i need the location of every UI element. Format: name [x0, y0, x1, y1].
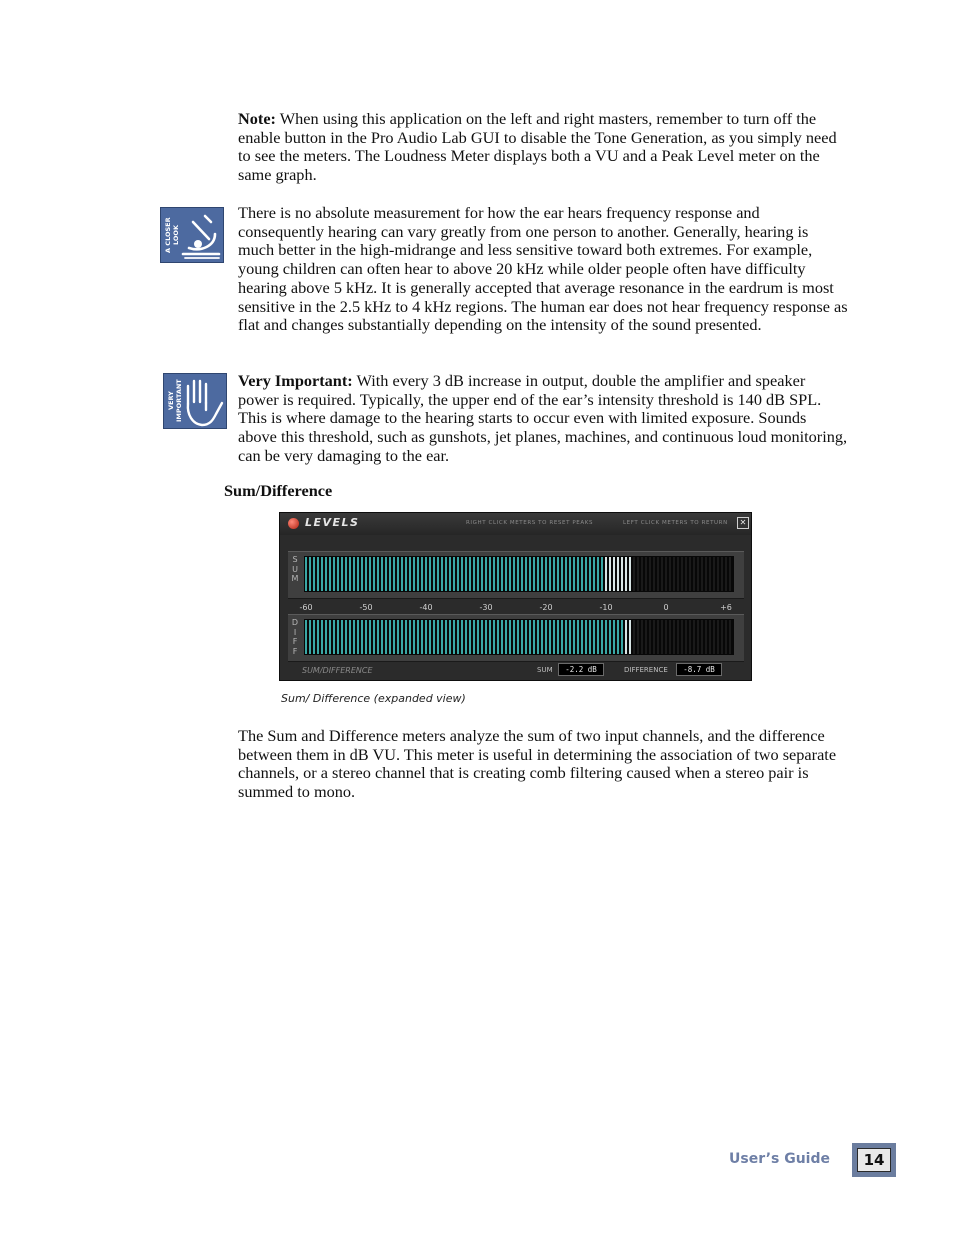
diff-meter-segment: [313, 620, 315, 654]
sum-meter-segment: [633, 557, 635, 591]
diff-meter-segment: [673, 620, 675, 654]
sum-meter-segment: [485, 557, 487, 591]
sum-meter-segment: [537, 557, 539, 591]
diff-meter-segment: [421, 620, 423, 654]
diff-meter-segment: [433, 620, 435, 654]
sum-meter-segment: [637, 557, 639, 591]
sum-meter-segment: [313, 557, 315, 591]
sum-meter-segment: [325, 557, 327, 591]
diff-meter-segment: [629, 620, 631, 654]
diff-meter-segment: [457, 620, 459, 654]
diff-meter-segment: [537, 620, 539, 654]
sum-meter-segment: [601, 557, 603, 591]
sum-meter-segment: [337, 557, 339, 591]
diff-meter-segment: [729, 620, 731, 654]
scale-tick-label: -10: [599, 603, 613, 612]
diff-meter-segment: [377, 620, 379, 654]
diff-meter-segment: [317, 620, 319, 654]
diff-meter-segment: [409, 620, 411, 654]
diff-meter-segment: [657, 620, 659, 654]
diff-meter-segment: [725, 620, 727, 654]
sum-meter-segment: [717, 557, 719, 591]
sum-readout-value: -2.2 dB: [558, 663, 604, 676]
diff-meter-frame: [288, 614, 744, 662]
very-important-lead: Very Important:: [238, 371, 353, 390]
diff-meter-segment: [369, 620, 371, 654]
sum-meter-segment: [689, 557, 691, 591]
page-number-box: [852, 1143, 896, 1177]
diff-meter-segment: [713, 620, 715, 654]
levels-footer: [280, 660, 751, 680]
sum-meter-segment: [681, 557, 683, 591]
difference-readout-value: -8.7 dB: [676, 663, 722, 676]
sum-meter-segment: [501, 557, 503, 591]
note-lead: Note:: [238, 109, 276, 128]
section-heading: Sum/Difference: [224, 481, 333, 500]
sum-meter-segment: [373, 557, 375, 591]
diff-meter-segment: [445, 620, 447, 654]
figure-caption: Sum/ Difference (expanded view): [281, 692, 466, 705]
diff-meter-segment: [649, 620, 651, 654]
diff-meter-segment: [309, 620, 311, 654]
diff-meter-segment: [581, 620, 583, 654]
sum-meter-segment: [693, 557, 695, 591]
diff-meter-segment: [349, 620, 351, 654]
sum-meter-segment: [649, 557, 651, 591]
sum-meter-segment: [613, 557, 615, 591]
sum-readout-label: SUM: [537, 666, 553, 674]
sum-meter-segment: [569, 557, 571, 591]
very-important-badge: [163, 373, 227, 429]
close-icon[interactable]: ✕: [737, 517, 749, 529]
sum-diff-paragraph: The Sum and Difference meters analyze the sum of two input channels, and the difference between them in dB VU. This meter is useful in determining the association of two separate channels, or a stereo channel that is creating comb filtering caused when a stereo pair is summed to mono.: [238, 726, 837, 802]
diff-meter-segment: [609, 620, 611, 654]
closer-look-badge-label: A CLOSER LOOK: [164, 217, 180, 253]
sum-meter-segment: [561, 557, 563, 591]
sum-meter-segment: [529, 557, 531, 591]
sum-meter-segment: [489, 557, 491, 591]
diff-meter-segment: [529, 620, 531, 654]
scale-tick-label: -40: [419, 603, 433, 612]
levels-logo-icon: [288, 518, 299, 529]
sum-meter-segment: [669, 557, 671, 591]
diff-meter-segment: [637, 620, 639, 654]
sum-meter-segment: [445, 557, 447, 591]
note-paragraph: [238, 110, 848, 185]
diff-meter-segment: [677, 620, 679, 654]
sum-meter-segment: [665, 557, 667, 591]
sum-meter-segment: [657, 557, 659, 591]
scale-tick-label: -60: [299, 603, 313, 612]
diff-meter-segment: [389, 620, 391, 654]
diff-meter-segment: [689, 620, 691, 654]
diff-meter-segment: [597, 620, 599, 654]
diff-meter-segment: [397, 620, 399, 654]
diff-meter-segment: [557, 620, 559, 654]
diff-meter-segment: [501, 620, 503, 654]
sum-meter-segment: [345, 557, 347, 591]
diff-meter-segment: [697, 620, 699, 654]
diff-meter-segment: [625, 620, 627, 654]
sum-meter-segment: [625, 557, 627, 591]
sum-meter-segment: [549, 557, 551, 591]
diff-meter-segment: [345, 620, 347, 654]
sum-meter-segment: [393, 557, 395, 591]
microscope-icon: [161, 208, 223, 262]
sum-meter-segment: [701, 557, 703, 591]
sum-meter-segment: [401, 557, 403, 591]
scale-tick-label: 0: [663, 603, 669, 612]
levels-title: LEVELS: [305, 516, 360, 529]
diff-meter-segment: [621, 620, 623, 654]
diff-meter-segment: [665, 620, 667, 654]
diff-meter-segment: [385, 620, 387, 654]
diff-meter-segment: [469, 620, 471, 654]
diff-meter-segment: [485, 620, 487, 654]
sum-meter-segment: [381, 557, 383, 591]
sum-meter-segment: [673, 557, 675, 591]
sum-meter-segment: [705, 557, 707, 591]
diff-meter-segment: [593, 620, 595, 654]
note-text: When using this application on the left and right masters, remember to turn off the enable button in the Pro Audio Lab GUI to disable the Tone Generation, as you simply need to see the meters. The Loudness Meter displays both a VU and a Peak Level meter on the same graph.: [238, 109, 837, 185]
diff-meter-segment: [357, 620, 359, 654]
diff-meter-segment: [365, 620, 367, 654]
very-important-paragraph: [238, 372, 848, 466]
sum-meter-segment: [661, 557, 663, 591]
diff-meter-segment: [461, 620, 463, 654]
sum-meter-segment: [369, 557, 371, 591]
sum-meter-segment: [713, 557, 715, 591]
diff-meter-segment: [585, 620, 587, 654]
sum-meter-segment: [309, 557, 311, 591]
sum-meter-segment: [357, 557, 359, 591]
diff-meter-segment: [361, 620, 363, 654]
diff-meter-segment: [353, 620, 355, 654]
diff-meter-segment: [465, 620, 467, 654]
sum-meter-segment: [505, 557, 507, 591]
diff-meter-segment: [341, 620, 343, 654]
sum-meter-frame: [288, 551, 744, 599]
diff-meter-segment: [573, 620, 575, 654]
sum-meter-segment: [525, 557, 527, 591]
diff-meter-segment: [401, 620, 403, 654]
sum-meter-segment: [409, 557, 411, 591]
diff-meter-segment: [669, 620, 671, 654]
sum-meter-segment: [405, 557, 407, 591]
sum-meter-segment: [585, 557, 587, 591]
sum-meter-segment: [589, 557, 591, 591]
diff-meter-segment: [493, 620, 495, 654]
diff-meter-segment: [633, 620, 635, 654]
closer-look-badge: [160, 207, 224, 263]
sum-meter-segment: [597, 557, 599, 591]
sum-meter-segment: [433, 557, 435, 591]
diff-meter-segment: [717, 620, 719, 654]
scale-tick-label: -20: [539, 603, 553, 612]
sum-meter-segment: [305, 557, 307, 591]
very-important-badge-label: VERY IMPORTANT: [167, 379, 183, 423]
diff-meter-segment: [473, 620, 475, 654]
sum-meter-segment: [377, 557, 379, 591]
hand-icon: [164, 374, 226, 428]
diff-meter-segment: [553, 620, 555, 654]
sum-meter-segment: [449, 557, 451, 591]
diff-meter-segment: [497, 620, 499, 654]
diff-meter-segment: [329, 620, 331, 654]
diff-meter-segment: [617, 620, 619, 654]
sum-meter-segment: [725, 557, 727, 591]
difference-readout-label: DIFFERENCE: [624, 666, 668, 674]
diff-meter-segment: [681, 620, 683, 654]
diff-meter-segment: [453, 620, 455, 654]
return-hint: LEFT CLICK METERS TO RETURN: [623, 520, 728, 526]
diff-meter-segment: [701, 620, 703, 654]
sum-meter-segment: [685, 557, 687, 591]
levels-titlebar: [280, 513, 751, 535]
diff-meter-segment: [321, 620, 323, 654]
diff-meter-segment: [513, 620, 515, 654]
sum-meter-segment: [425, 557, 427, 591]
diff-meter-segment: [613, 620, 615, 654]
sum-meter-label: S U M: [291, 555, 299, 583]
scale-tick-label: -50: [359, 603, 373, 612]
sum-meter-segment: [365, 557, 367, 591]
diff-meter-segment: [509, 620, 511, 654]
sum-meter-segment: [513, 557, 515, 591]
diff-meter-segment: [417, 620, 419, 654]
sum-meter-segment: [545, 557, 547, 591]
sum-meter-segment: [317, 557, 319, 591]
sum-meter-segment: [329, 557, 331, 591]
sum-meter-segment: [509, 557, 511, 591]
sum-meter-segment: [385, 557, 387, 591]
sum-meter-segment: [645, 557, 647, 591]
sum-meter[interactable]: [304, 556, 734, 592]
page-number: 14: [857, 1148, 891, 1172]
closer-look-paragraph: There is no absolute measurement for how the ear hears frequency response and consequently hearing can vary greatly from one person to another. Generally, hearing is much better in the high-midrange and less sensitive toward both extremes. For example, young children can often hear to above 20 kHz while older people often have difficulty hearing above 5 kHz. It is generally accepted that average resonance in the eardrum is most sensitive in the 2.5 kHz to 4 kHz regions. The human ear does not hear frequency response as flat and changes substantially depending on the intensity of the sound presented.: [238, 203, 848, 335]
sum-meter-segment: [517, 557, 519, 591]
diff-meter-segment: [477, 620, 479, 654]
sum-meter-segment: [697, 557, 699, 591]
diff-meter-segment: [381, 620, 383, 654]
sum-meter-segment: [429, 557, 431, 591]
diff-meter-segment: [601, 620, 603, 654]
diff-meter-segment: [429, 620, 431, 654]
levels-panel: [279, 512, 752, 681]
sum-meter-segment: [677, 557, 679, 591]
diff-meter-segment: [481, 620, 483, 654]
diff-meter-segment: [549, 620, 551, 654]
sum-meter-segment: [593, 557, 595, 591]
diff-meter-segment: [413, 620, 415, 654]
diff-meter-segment: [709, 620, 711, 654]
sum-meter-segment: [641, 557, 643, 591]
meter-mode-name: SUM/DIFFERENCE: [302, 666, 373, 675]
diff-meter-segment: [541, 620, 543, 654]
sum-meter-segment: [469, 557, 471, 591]
sum-meter-segment: [605, 557, 607, 591]
sum-meter-segment: [541, 557, 543, 591]
scale-tick-label: -30: [479, 603, 493, 612]
sum-meter-segment: [629, 557, 631, 591]
diff-meter-segment: [337, 620, 339, 654]
sum-meter-segment: [437, 557, 439, 591]
sum-meter-segment: [421, 557, 423, 591]
diff-meter-segment: [545, 620, 547, 654]
diff-meter-segment: [505, 620, 507, 654]
diff-meter-segment: [685, 620, 687, 654]
diff-meter-segment: [605, 620, 607, 654]
diff-meter-segment: [489, 620, 491, 654]
diff-meter-segment: [561, 620, 563, 654]
diff-meter-segment: [693, 620, 695, 654]
diff-meter-segment: [425, 620, 427, 654]
sum-meter-segment: [533, 557, 535, 591]
sum-meter-segment: [721, 557, 723, 591]
diff-meter-segment: [449, 620, 451, 654]
diff-meter-segment: [405, 620, 407, 654]
very-important-text: With every 3 dB increase in output, double the amplifier and speaker power is required. Typically, the upper end of the ear’s intensity threshold is 140 dB SPL. This is where damage to the hearing starts to occur even with limited exposure. Sounds above this threshold, such as gunshots, jet planes, machines, and continuous loud monitoring, can be very damaging to the ear.: [238, 371, 848, 465]
footer-guide-label: User’s Guide: [729, 1151, 830, 1167]
reset-peaks-hint: RIGHT CLICK METERS TO RESET PEAKS: [466, 520, 594, 526]
sum-meter-segment: [413, 557, 415, 591]
sum-meter-segment: [321, 557, 323, 591]
diff-meter-segment: [525, 620, 527, 654]
diff-meter-segment: [641, 620, 643, 654]
diff-meter-segment: [721, 620, 723, 654]
diff-meter-segment: [565, 620, 567, 654]
sum-meter-segment: [417, 557, 419, 591]
sum-meter-segment: [565, 557, 567, 591]
sum-meter-segment: [353, 557, 355, 591]
sum-meter-segment: [361, 557, 363, 591]
sum-meter-segment: [577, 557, 579, 591]
sum-meter-segment: [341, 557, 343, 591]
diff-meter-segment: [441, 620, 443, 654]
diff-meter-segment: [521, 620, 523, 654]
sum-meter-segment: [617, 557, 619, 591]
sum-meter-segment: [477, 557, 479, 591]
sum-meter-segment: [497, 557, 499, 591]
sum-meter-segment: [553, 557, 555, 591]
sum-meter-segment: [653, 557, 655, 591]
sum-meter-segment: [557, 557, 559, 591]
diff-meter-segment: [325, 620, 327, 654]
sum-meter-segment: [461, 557, 463, 591]
diff-meter-segment: [333, 620, 335, 654]
diff-meter-segment: [569, 620, 571, 654]
diff-meter-segment: [645, 620, 647, 654]
diff-meter-segment: [393, 620, 395, 654]
sum-meter-segment: [389, 557, 391, 591]
sum-meter-segment: [709, 557, 711, 591]
sum-meter-segment: [521, 557, 523, 591]
sum-meter-segment: [473, 557, 475, 591]
sum-meter-segment: [493, 557, 495, 591]
diff-meter-segment: [305, 620, 307, 654]
diff-meter-segment: [653, 620, 655, 654]
diff-meter-segment: [661, 620, 663, 654]
diff-meter-segment: [373, 620, 375, 654]
sum-meter-segment: [453, 557, 455, 591]
diff-meter[interactable]: [304, 619, 734, 655]
sum-meter-segment: [457, 557, 459, 591]
sum-meter-segment: [465, 557, 467, 591]
sum-meter-segment: [621, 557, 623, 591]
sum-meter-segment: [609, 557, 611, 591]
sum-meter-segment: [573, 557, 575, 591]
sum-meter-segment: [333, 557, 335, 591]
diff-meter-label: D I F F: [291, 618, 299, 656]
diff-meter-segment: [437, 620, 439, 654]
diff-meter-segment: [577, 620, 579, 654]
sum-meter-segment: [397, 557, 399, 591]
sum-meter-segment: [349, 557, 351, 591]
diff-meter-segment: [533, 620, 535, 654]
diff-meter-segment: [517, 620, 519, 654]
sum-meter-segment: [729, 557, 731, 591]
diff-meter-segment: [705, 620, 707, 654]
sum-meter-segment: [581, 557, 583, 591]
scale-tick-label: +6: [720, 603, 732, 612]
diff-meter-segment: [589, 620, 591, 654]
sum-meter-segment: [481, 557, 483, 591]
sum-meter-segment: [441, 557, 443, 591]
